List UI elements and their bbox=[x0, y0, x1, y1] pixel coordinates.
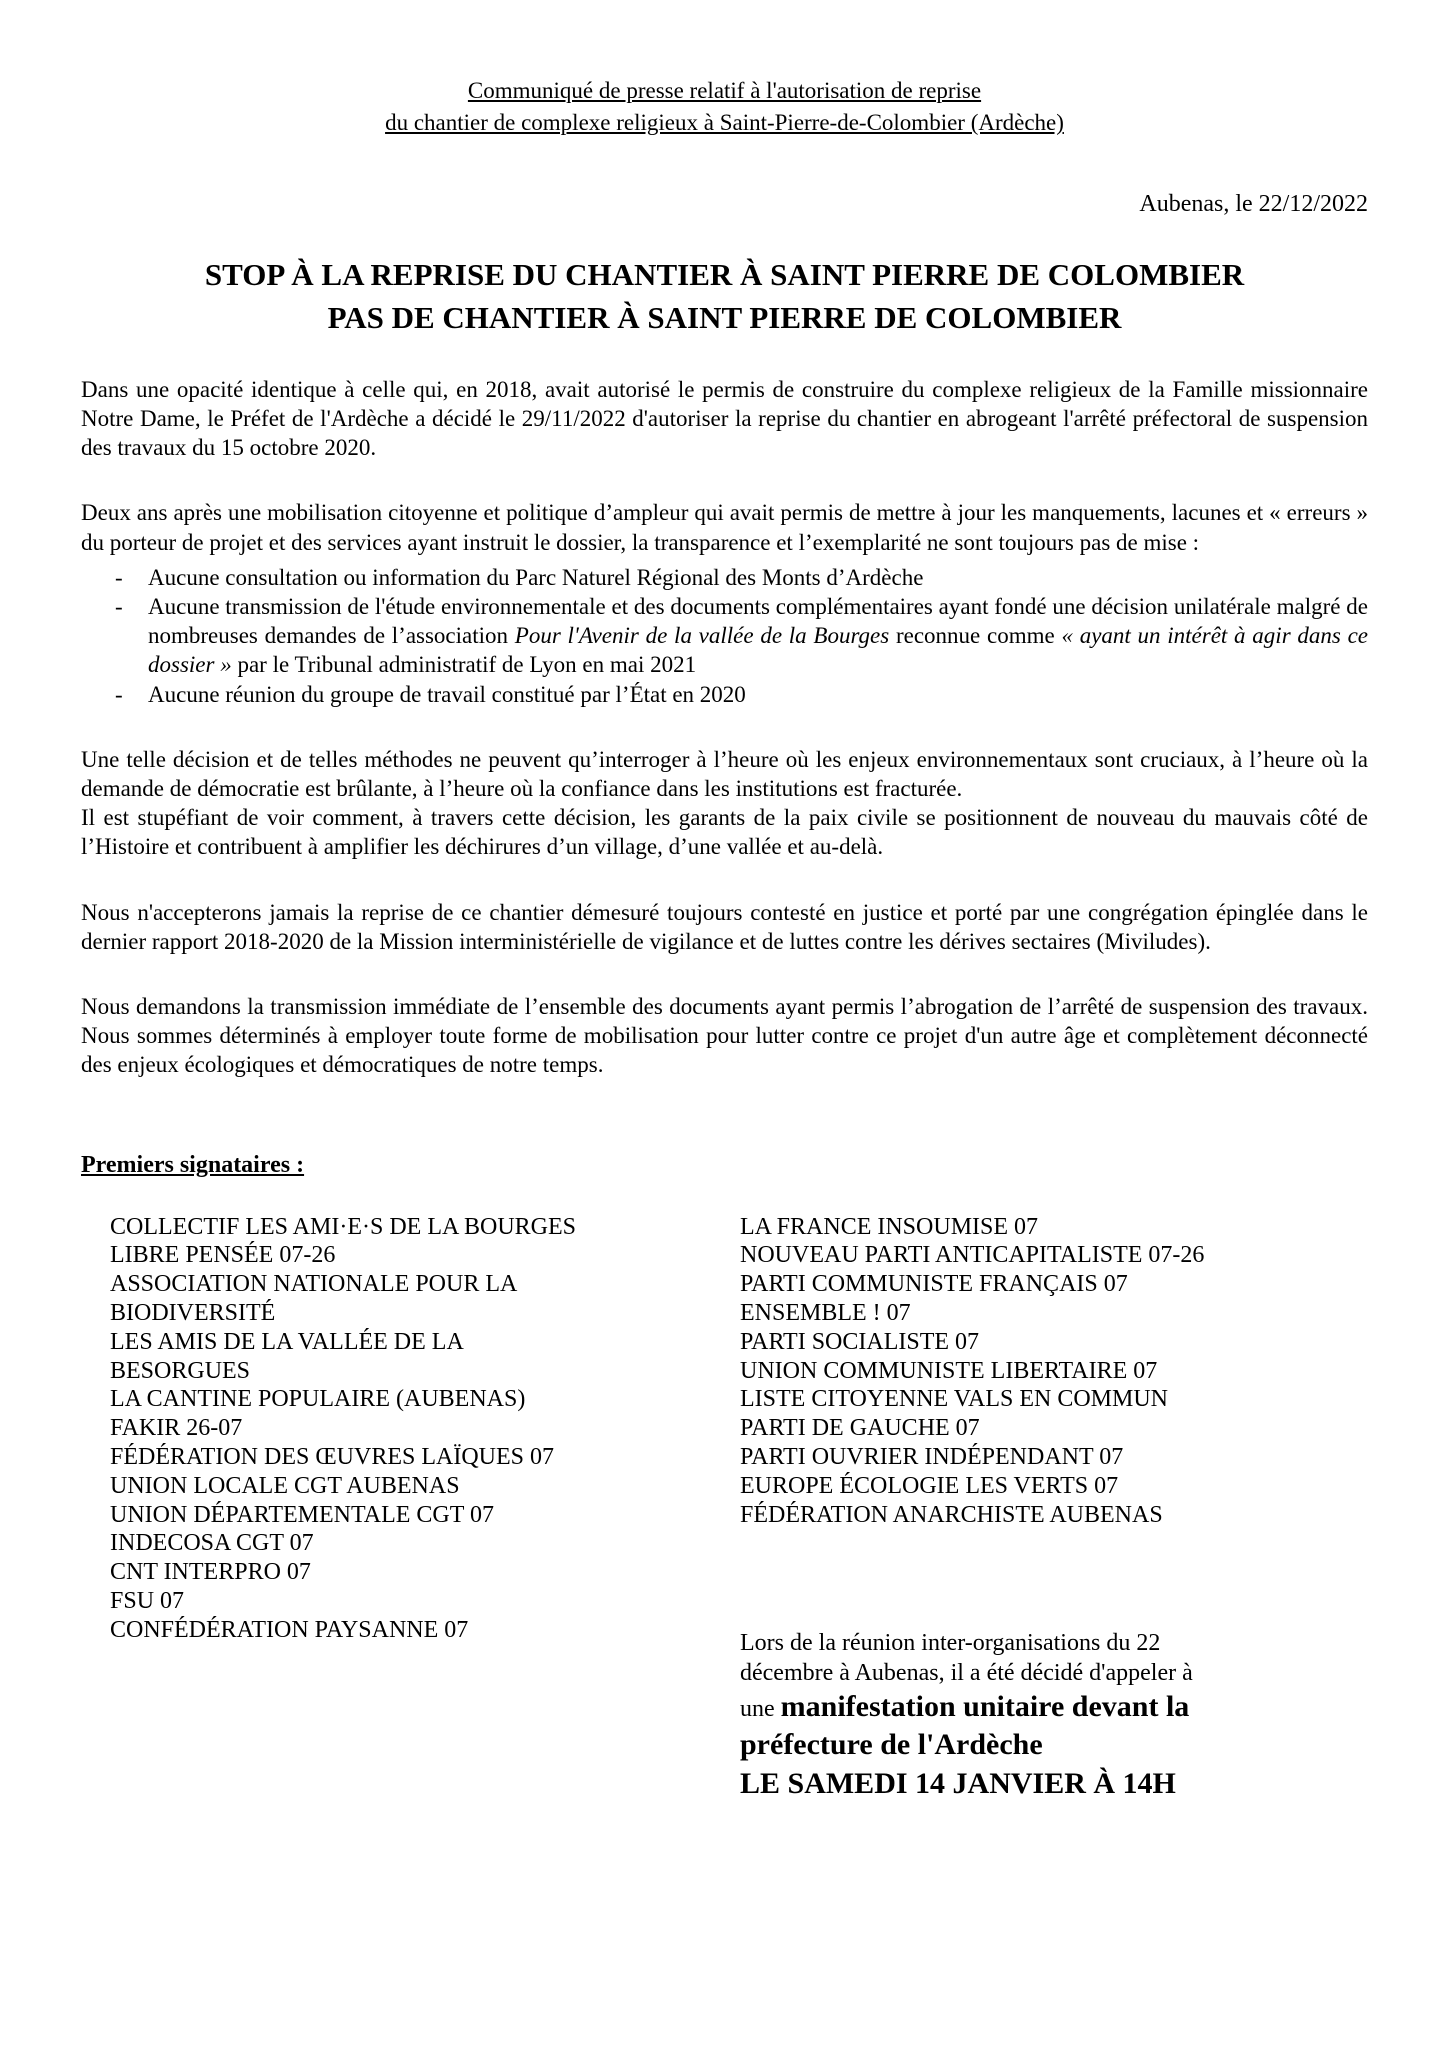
grievance-list bbox=[81, 563, 1368, 709]
signatory-item: PARTI DE GAUCHE 07 bbox=[740, 1415, 980, 1442]
main-title-line-2: PAS DE CHANTIER À SAINT PIERRE DE COLOMBIER bbox=[327, 299, 1122, 335]
signatory-item: COLLECTIF LES AMI·E·S DE LA BOURGES bbox=[110, 1213, 577, 1240]
header-line-2-text: du chantier de complexe religieux à Saint-Pierre-de-Colombier (Ardèche) bbox=[385, 110, 1064, 136]
signatory-item: ASSOCIATION NATIONALE POUR LA BIODIVERSITÉ bbox=[110, 1271, 517, 1326]
signatories-heading: Premiers signataires : bbox=[81, 1151, 305, 1178]
call-intro: Lors de la réunion inter-organisations du 22 décembre à Aubenas, il a été décidé d'appeler à une bbox=[740, 1630, 1193, 1723]
paragraph-mobilisation: Deux ans après une mobilisation citoyenne et politique d’ampleur qui avait permis de mettre à jour les manquements, lacunes et « erreurs » du porteur de projet et des services ayant instruit le dossier, la transparence et l’exemplarité ne sont toujours pas de mise : bbox=[81, 500, 1368, 555]
signatories-column-left bbox=[81, 1213, 740, 1645]
list-item bbox=[81, 680, 1368, 709]
bullet-text: Aucune consultation ou information du Parc Naturel Régional des Monts d’Ardèche bbox=[148, 564, 924, 590]
document-header bbox=[81, 75, 1368, 139]
signatory-item: FÉDÉRATION ANARCHISTE AUBENAS bbox=[740, 1501, 1163, 1528]
signatory-item: UNION COMMUNISTE LIBERTAIRE 07 bbox=[740, 1357, 1158, 1384]
signatories-left-group-2 bbox=[110, 1472, 590, 1645]
bullet-segment: par le Tribunal administratif de Lyon en mai 2021 bbox=[231, 652, 697, 678]
signatories-columns bbox=[81, 1213, 1368, 1803]
signatory-item: FÉDÉRATION DES ŒUVRES LAÏQUES 07 bbox=[110, 1443, 555, 1470]
paragraph-chantier: Nous n'accepterons jamais la reprise de ce chantier démesuré toujours contesté en justice et porté par une congrégation épinglée dans le dernier rapport 2018-2020 de la Mission interministérielle de vigilance et de luttes contre les dérives sectaires (Miviludes). bbox=[81, 899, 1368, 954]
call-date-line: LE SAMEDI 14 JANVIER À 14H bbox=[740, 1766, 1176, 1800]
signatories-column-right bbox=[740, 1213, 1368, 1803]
dash-bullet-icon: - bbox=[115, 593, 123, 619]
bullet-text bbox=[148, 592, 1368, 680]
signatory-item: PARTI OUVRIER INDÉPENDANT 07 bbox=[740, 1443, 1124, 1470]
header-line-1 bbox=[81, 75, 1368, 107]
bullet-segment: reconnue comme bbox=[889, 623, 1062, 649]
association-name: Pour l'Avenir de la vallée de la Bourges bbox=[514, 623, 890, 649]
signatory-item: CONFÉDÉRATION PAYSANNE 07 bbox=[110, 1616, 469, 1643]
signatory-item: EUROPE ÉCOLOGIE LES VERTS 07 bbox=[740, 1472, 1119, 1499]
signatory-item: UNION DÉPARTEMENTALE CGT 07 bbox=[110, 1501, 494, 1528]
signatory-item: LES AMIS DE LA VALLÉE DE LA BESORGUES bbox=[110, 1328, 463, 1384]
signatory-item: PARTI COMMUNISTE FRANÇAIS 07 bbox=[740, 1271, 1128, 1298]
signatory-item: ENSEMBLE ! 07 bbox=[740, 1299, 911, 1326]
header-line-2 bbox=[81, 107, 1368, 139]
paragraph-opacity: Dans une opacité identique à celle qui, en 2018, avait autorisé le permis de construire du complexe religieux de la Famille missionnaire Notre Dame, le Préfet de l'Ardèche a décidé le 29/11/2022 d'autoriser la reprise du chantier en abrogeant l'arrêté préfectoral de suspension des travaux du 15 octobre 2020. bbox=[81, 376, 1368, 461]
signatories-left-group-1 bbox=[110, 1213, 590, 1472]
dateline: Aubenas, le 22/12/2022 bbox=[1139, 191, 1368, 218]
signatory-item: UNION LOCALE CGT AUBENAS bbox=[110, 1472, 460, 1499]
header-line-1-text: Communiqué de presse relatif à l'autorisation de reprise bbox=[467, 78, 982, 103]
signatory-item: CNT INTERPRO 07 bbox=[110, 1559, 311, 1586]
signatory-item: NOUVEAU PARTI ANTICAPITALISTE 07-26 bbox=[740, 1242, 1205, 1269]
dash-bullet-icon: - bbox=[115, 564, 123, 590]
main-title-line-1: STOP À LA REPRISE DU CHANTIER À SAINT PIERRE DE COLOMBIER bbox=[204, 257, 1245, 293]
bullet-text: Aucune réunion du groupe de travail constitué par l’État en 2020 bbox=[148, 681, 746, 707]
signatory-item: PARTI SOCIALISTE 07 bbox=[740, 1328, 980, 1355]
signatory-item: FAKIR 26-07 bbox=[110, 1415, 243, 1442]
signatories-right-group bbox=[740, 1213, 1368, 1530]
main-title bbox=[81, 254, 1368, 338]
paragraph-demande: Nous demandons la transmission immédiate de l’ensemble des documents ayant permis l’abrogation de l’arrêté de suspension des travaux. Nous sommes déterminés à employer toute forme de mobilisation pour lutter contre ce projet d'un autre âge et complètement déconnecté des enjeux écologiques et démocratiques de notre temps. bbox=[81, 993, 1368, 1078]
signatory-item: INDECOSA CGT 07 bbox=[110, 1530, 314, 1557]
signatory-item: LIBRE PENSÉE 07-26 bbox=[110, 1242, 336, 1269]
dash-bullet-icon: - bbox=[115, 681, 123, 707]
list-item bbox=[81, 592, 1368, 680]
signatory-item: LA FRANCE INSOUMISE 07 bbox=[740, 1213, 1039, 1240]
call-to-action bbox=[740, 1629, 1220, 1802]
signatory-item: FSU 07 bbox=[110, 1587, 185, 1614]
call-highlight: manifestation unitaire devant la préfecture de l'Ardèche bbox=[740, 1690, 1190, 1762]
paragraph-decision: Une telle décision et de telles méthodes ne peuvent qu’interroger à l’heure où les enjeux environnementaux sont cruciaux, à l’heure où la demande de démocratie est brûlante, à l’heure où la confiance dans les institutions est fracturée. bbox=[81, 746, 1368, 801]
signatory-item: LA CANTINE POPULAIRE (AUBENAS) bbox=[110, 1386, 526, 1413]
list-item bbox=[81, 563, 1368, 592]
paragraph-stupefiant: Il est stupéfiant de voir comment, à travers cette décision, les garants de la paix civile se positionnent de nouveau du mauvais côté de l’Histoire et contribuent à amplifier les déchirures d’un village, d’une vallée et au-delà. bbox=[81, 805, 1368, 860]
bullet-segment: Aucune transmission de l'étude environnementale et des documents complémentaires ayant fondé une décision unilatérale malgré de nombreuses demandes de l’association bbox=[148, 593, 1368, 649]
signatory-item: LISTE CITOYENNE VALS EN COMMUN bbox=[740, 1386, 1169, 1413]
quoted-phrase: « ayant un intérêt à agir dans ce dossier » bbox=[148, 623, 1368, 678]
document-body bbox=[81, 375, 1368, 1080]
